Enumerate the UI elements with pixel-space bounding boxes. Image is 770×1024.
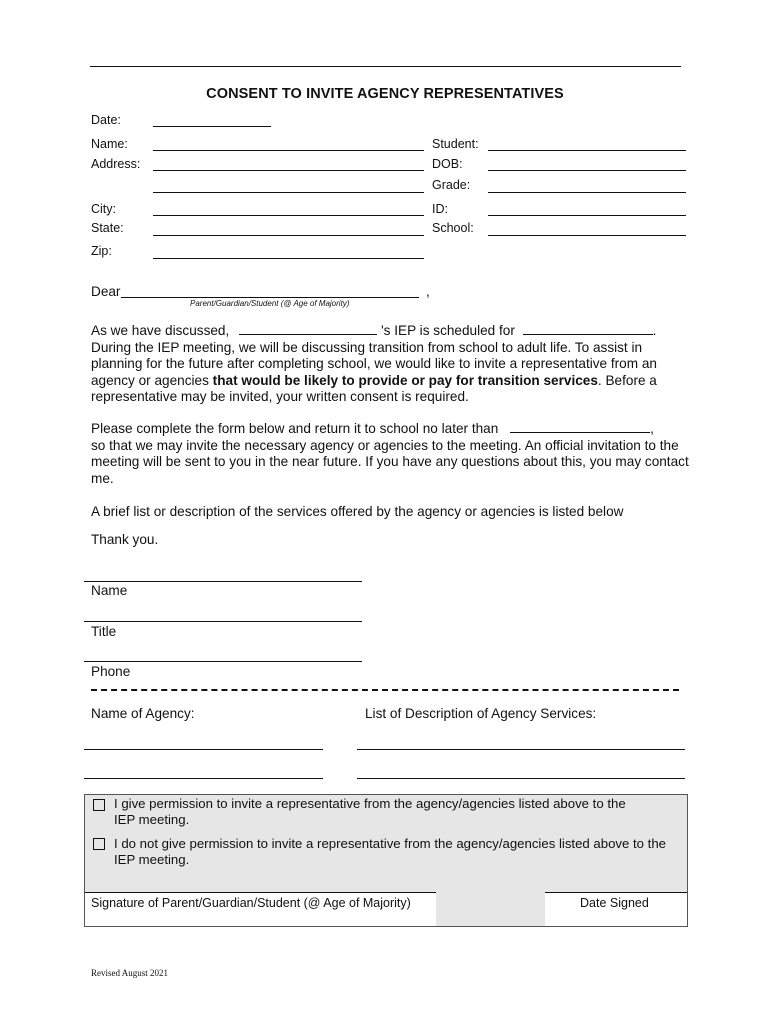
para2-lead: Please complete the form below and return it to school no later than [91,421,499,436]
agency-name-label: Name of Agency: [91,706,195,721]
agency-services-label: List of Description of Agency Services: [365,706,597,721]
title-signature-line[interactable] [84,621,362,622]
thank-you: Thank you. [91,532,159,547]
dashed-separator [91,689,679,691]
zip-field[interactable] [153,258,424,259]
dear-label: Dear [91,284,121,299]
revised-footer: Revised August 2021 [91,968,169,978]
para1-lead: As we have discussed, [91,323,230,338]
iep-date-blank[interactable] [523,322,653,335]
school-field[interactable] [488,235,686,236]
form-title: CONSENT TO INVITE AGENCY REPRESENTATIVES [206,86,564,102]
permission-yes-checkbox[interactable] [93,799,105,811]
permission-no-text: I do not give permission to invite a representative from the agency/agencies listed above to the IEP meeting. [114,836,666,868]
dear-comma: , [426,284,430,299]
dear-caption: Parent/Guardian/Student (@ Age of Majority) [190,299,350,308]
para1-period: . [652,323,657,338]
dob-field[interactable] [488,170,686,171]
city-label: City: [91,202,116,216]
paragraph-1 [91,322,691,406]
para2-body: so that we may invite the necessary agency or agencies to the meeting. An official invitation to the meeting will be sent to you in the near future. If you have any questions about this, you may contact me. [91,437,689,486]
signature-label: Signature of Parent/Guardian/Student (@ Age of Majority) [91,896,411,910]
state-label: State: [91,221,124,235]
student-name-blank[interactable] [239,322,377,335]
name-signature-line[interactable] [84,581,362,582]
return-date-blank[interactable] [510,420,650,433]
paragraph-3: A brief list or description of the services offered by the agency or agencies is listed below [91,504,624,519]
top-rule [90,66,681,67]
agency-services-field-2[interactable] [357,778,685,779]
grade-label: Grade: [432,178,471,192]
date-signed-line[interactable] [545,892,687,893]
name-caption: Name [91,583,128,598]
phone-caption: Phone [91,664,131,679]
address-field-1[interactable] [153,170,424,171]
agency-name-field-2[interactable] [84,778,323,779]
state-field[interactable] [153,235,424,236]
id-field[interactable] [488,215,686,216]
date-field[interactable] [153,126,271,127]
permission-box [84,794,688,927]
signature-line[interactable] [85,892,436,893]
date-signed-label: Date Signed [580,896,649,910]
para1-bold: that would be likely to provide or pay for transition services [212,372,598,388]
zip-label: Zip: [91,244,112,258]
city-field[interactable] [153,215,424,216]
grade-field[interactable] [488,192,686,193]
paragraph-2 [91,420,691,487]
dob-label: DOB: [432,157,463,171]
name-field[interactable] [153,150,424,151]
para2-comma: , [650,421,654,436]
address-label: Address: [91,157,141,171]
agency-name-field-1[interactable] [84,749,323,750]
name-label: Name: [91,137,128,151]
para1-end: . Before a representative may be invited, your written consent is required. [91,372,657,405]
title-caption: Title [91,624,117,639]
permission-no-checkbox[interactable] [93,838,105,850]
agency-services-field-1[interactable] [357,749,685,750]
para1-scheduled: 's IEP is scheduled for [381,323,515,338]
student-field[interactable] [488,150,686,151]
student-label: Student: [432,137,479,151]
address-field-2[interactable] [153,192,424,193]
school-label: School: [432,221,474,235]
para1-body: During the IEP meeting, we will be discussing transition from school to adult life. To assist in planning for the future after completing school, we would like to invite a representative from an agency or agencies [91,339,657,388]
permission-yes-text: I give permission to invite a representative from the agency/agencies listed above to the IEP meeting. [114,796,626,828]
phone-signature-line[interactable] [84,661,362,662]
date-label: Date: [91,113,121,127]
id-label: ID: [432,202,448,216]
dear-field[interactable] [121,297,419,298]
